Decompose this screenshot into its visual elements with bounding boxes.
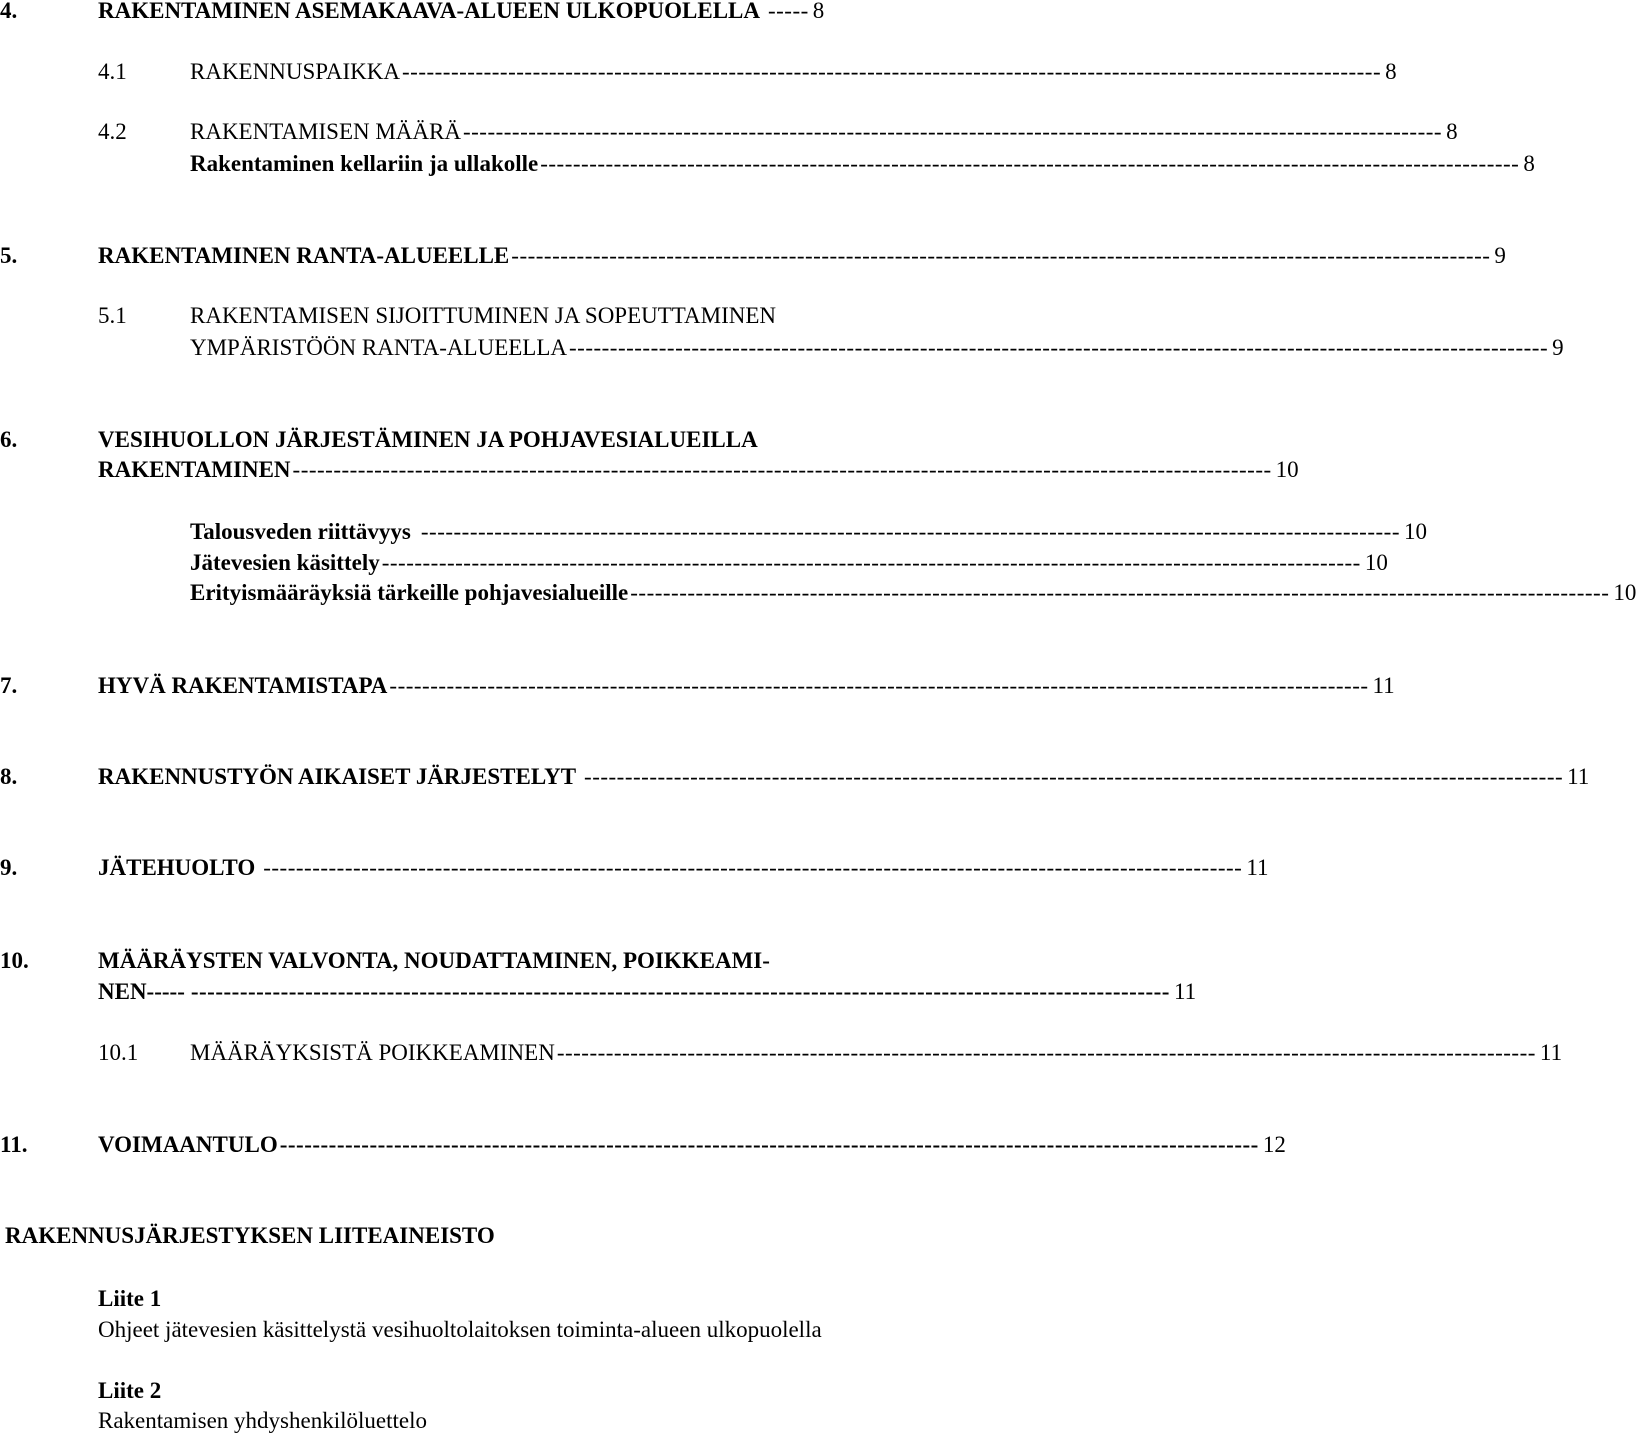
toc-title: RAKENTAMISEN MÄÄRÄ [190, 119, 461, 144]
toc-entry-7[interactable] [0, 671, 1395, 701]
toc-title: Rakentaminen kellariin ja ullakolle [190, 151, 539, 176]
toc-entry-5-1[interactable] [0, 301, 950, 331]
toc-number: 10.1 [98, 1040, 139, 1065]
toc-title-line2: YMPÄRISTÖÖN RANTA-ALUEELLA [190, 335, 567, 360]
toc-number: 6. [0, 427, 18, 452]
toc-page-number: 10 [1364, 550, 1388, 575]
toc-entry-4-2[interactable] [0, 117, 1458, 147]
toc-entry-6-c[interactable] [0, 578, 1636, 608]
toc-title-line2: NEN----- [98, 979, 185, 1004]
toc-entry-6-a[interactable] [0, 517, 1427, 547]
toc-entry-8[interactable] [0, 762, 1590, 792]
toc-leader: ------------------------------------------------------------------------------------------------------------------------ [540, 151, 1520, 176]
toc-entry-4-2-sub[interactable] [0, 149, 1535, 179]
toc-title: MÄÄRÄYKSISTÄ POIKKEAMINEN [190, 1040, 555, 1065]
toc-page-number: 10 [1613, 580, 1636, 605]
toc-page-number: 8 [1385, 59, 1397, 84]
toc-entry-5[interactable] [0, 241, 1506, 271]
toc-entry-5-1-cont[interactable] [0, 333, 1564, 363]
toc-leader: ------------------------------------------------------------------------------------------------------------------------ [389, 673, 1369, 698]
toc-leader: ----- [767, 0, 809, 23]
toc-number: 4. [0, 0, 18, 23]
toc-title: Erityismääräyksiä tärkeille pohjavesialueille [190, 580, 629, 605]
toc-title: RAKENNUSTYÖN AIKAISET JÄRJESTELYT [98, 764, 577, 789]
toc-entry-6-cont[interactable] [0, 455, 1299, 485]
toc-title-line1: MÄÄRÄYSTEN VALVONTA, NOUDATTAMINEN, POIKKEAMI- [98, 948, 770, 973]
toc-leader: ------------------------------------------------------------------------------------------------------------------------ [263, 855, 1243, 880]
toc-leader: ------------------------------------------------------------------------------------------------------------------------ [511, 243, 1491, 268]
toc-entry-11[interactable] [0, 1130, 1286, 1160]
toc-leader: ------------------------------------------------------------------------------------------------------------------------ [292, 457, 1272, 482]
toc-entry-4[interactable] [0, 0, 950, 26]
toc-page-number: 8 [1446, 119, 1458, 144]
toc-number: 7. [0, 673, 18, 698]
appendix-text-1: Ohjeet jätevesien käsittelystä vesihuoltolaitoksen toiminta-alueen ulkopuolella [98, 1317, 822, 1342]
toc-number: 5. [0, 243, 18, 268]
toc-title: VOIMAANTULO [98, 1132, 278, 1157]
toc-leader: ------------------------------------------------------------------------------------------------------------------------ [462, 119, 1443, 144]
appendix-text-2: Rakentamisen yhdyshenkilöluettelo [98, 1408, 427, 1433]
toc-number: 10. [0, 948, 29, 973]
toc-entry-6[interactable] [0, 425, 950, 455]
toc-leader: ------------------------------------------------------------------------------------------------------------------------ [402, 59, 1382, 84]
toc-leader: ------------------------------------------------------------------------------------------------------------------------ [630, 580, 1610, 605]
toc-leader: ------------------------------------------------------------------------------------------------------------------------ [556, 1040, 1536, 1065]
toc-title: Jätevesien käsittely [190, 550, 380, 575]
toc-page-number: 11 [1173, 979, 1197, 1004]
toc-page-number: 11 [1539, 1040, 1563, 1065]
toc-entry-10-cont[interactable] [0, 977, 1197, 1007]
toc-page-number: 10 [1403, 519, 1427, 544]
appendix-label-2: Liite 2 [98, 1378, 162, 1403]
toc-page-number: 8 [812, 0, 825, 23]
toc-page-number: 11 [1372, 673, 1395, 698]
toc-entry-9[interactable] [0, 853, 1269, 883]
toc-title-line1: VESIHUOLLON JÄRJESTÄMINEN JA POHJAVESIALUEILLA [98, 427, 758, 452]
toc-title: RAKENNUSPAIKKA [190, 59, 401, 84]
toc-number: 11. [0, 1132, 28, 1157]
toc-leader: ------------------------------------------------------------------------------------------------------------------------ [190, 979, 1170, 1004]
toc-entry-6-b[interactable] [0, 548, 1388, 578]
toc-title-line1: RAKENTAMISEN SIJOITTUMINEN JA SOPEUTTAMINEN [190, 303, 776, 328]
toc-title: HYVÄ RAKENTAMISTAPA [98, 673, 388, 698]
toc-leader: ------------------------------------------------------------------------------------------------------------------------ [279, 1132, 1259, 1157]
toc-leader: ------------------------------------------------------------------------------------------------------------------------ [584, 764, 1564, 789]
toc-title: RAKENTAMINEN RANTA-ALUEELLE [98, 243, 510, 268]
toc-number: 4.2 [98, 119, 127, 144]
appendix-label-1: Liite 1 [98, 1286, 162, 1311]
toc-leader: ------------------------------------------------------------------------------------------------------------------------ [381, 550, 1361, 575]
toc-title: Talousveden riittävyys [190, 519, 411, 544]
appendix-heading: RAKENNUSJÄRJESTYKSEN LIITEAINEISTO [5, 1223, 495, 1248]
toc-entry-10[interactable] [0, 946, 954, 976]
toc-page-number: 10 [1275, 457, 1299, 482]
toc-number: 8. [0, 764, 18, 789]
toc-page-number: 8 [1523, 151, 1535, 176]
toc-number: 5.1 [98, 303, 127, 328]
toc-page-number: 11 [1567, 764, 1590, 789]
toc-leader: ------------------------------------------------------------------------------------------------------------------------ [569, 335, 1549, 360]
toc-entry-4-1[interactable] [0, 57, 1397, 87]
toc-title-line2: RAKENTAMINEN [98, 457, 291, 482]
toc-number: 9. [0, 855, 18, 880]
toc-title: JÄTEHUOLTO [98, 855, 256, 880]
toc-leader: ------------------------------------------------------------------------------------------------------------------------ [420, 519, 1400, 544]
toc-number: 4.1 [98, 59, 127, 84]
toc-page-number: 12 [1262, 1132, 1286, 1157]
toc-page-number: 11 [1246, 855, 1269, 880]
toc-title: RAKENTAMINEN ASEMAKAAVA-ALUEEN ULKOPUOLELLA [98, 0, 760, 23]
toc-page-number: 9 [1552, 335, 1564, 360]
toc-page-number: 9 [1494, 243, 1506, 268]
toc-entry-10-1[interactable] [0, 1038, 1563, 1068]
